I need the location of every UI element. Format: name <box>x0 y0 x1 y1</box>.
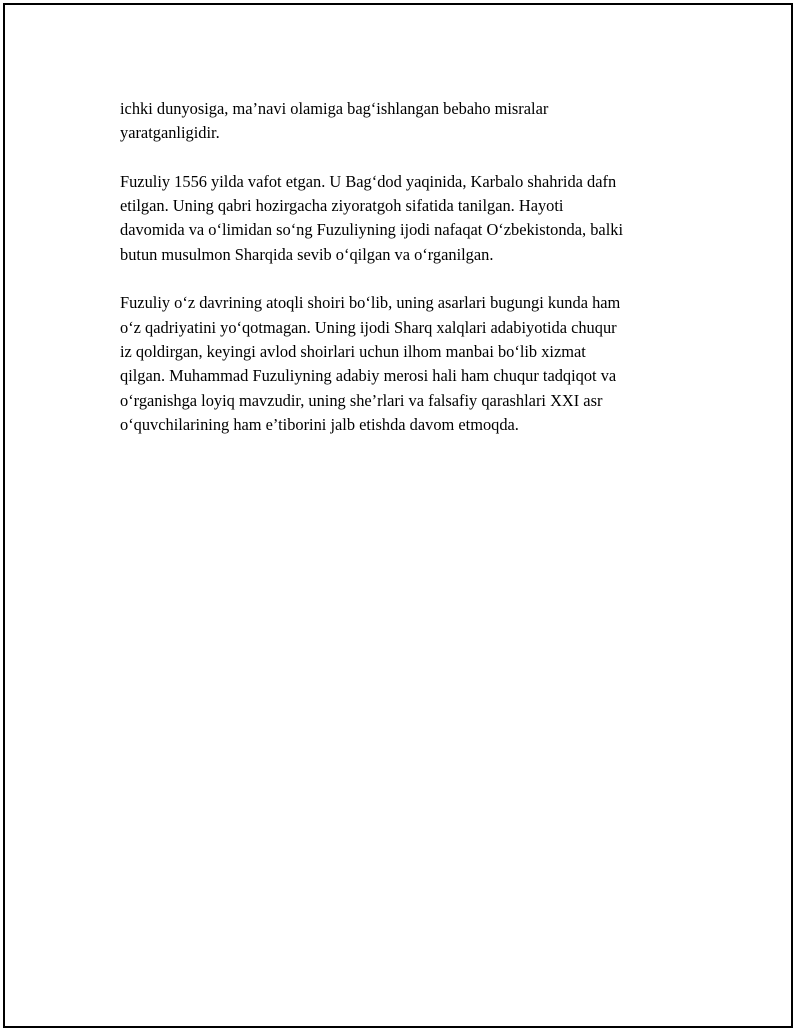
paragraph-1: ichki dunyosiga, ma’navi olamiga bag‘ishlangan bebaho misralar yaratganligidir. <box>120 99 549 143</box>
paragraph-3: Fuzuliy o‘z davrining atoqli shoiri bo‘lib, uning asarlari bugungi kunda ham o‘z qadriyatini yo‘qotmagan. Uning ijodi Sharq xalqlari adabiyotida chuqur iz qoldirgan, keyingi avlod shoirlari uchun ilhom manbai bo‘lib xizmat qilgan. Muhammad Fuzuliyning adabiy merosi hali ham chuqur tadqiqot va o‘rganishga loyiq mavzudir, uning she’rlari va falsafiy qarashlari XXI asr o‘quvchilarining ham e’tiborini jalb etishda davom etmoqda. <box>120 293 621 434</box>
document-page <box>3 3 793 1028</box>
document-body <box>120 97 710 461</box>
paragraph-2: Fuzuliy 1556 yilda vafot etgan. U Bag‘dod yaqinida, Karbalo shahrida dafn etilgan. Uning qabri hozirgacha ziyoratgoh sifatida tanilgan. Hayoti davomida va o‘limidan so‘ng Fuzuliyning ijodi nafaqat O‘zbekistonda, balki butun musulmon Sharqida sevib o‘qilgan va o‘rganilgan. <box>120 171 623 264</box>
